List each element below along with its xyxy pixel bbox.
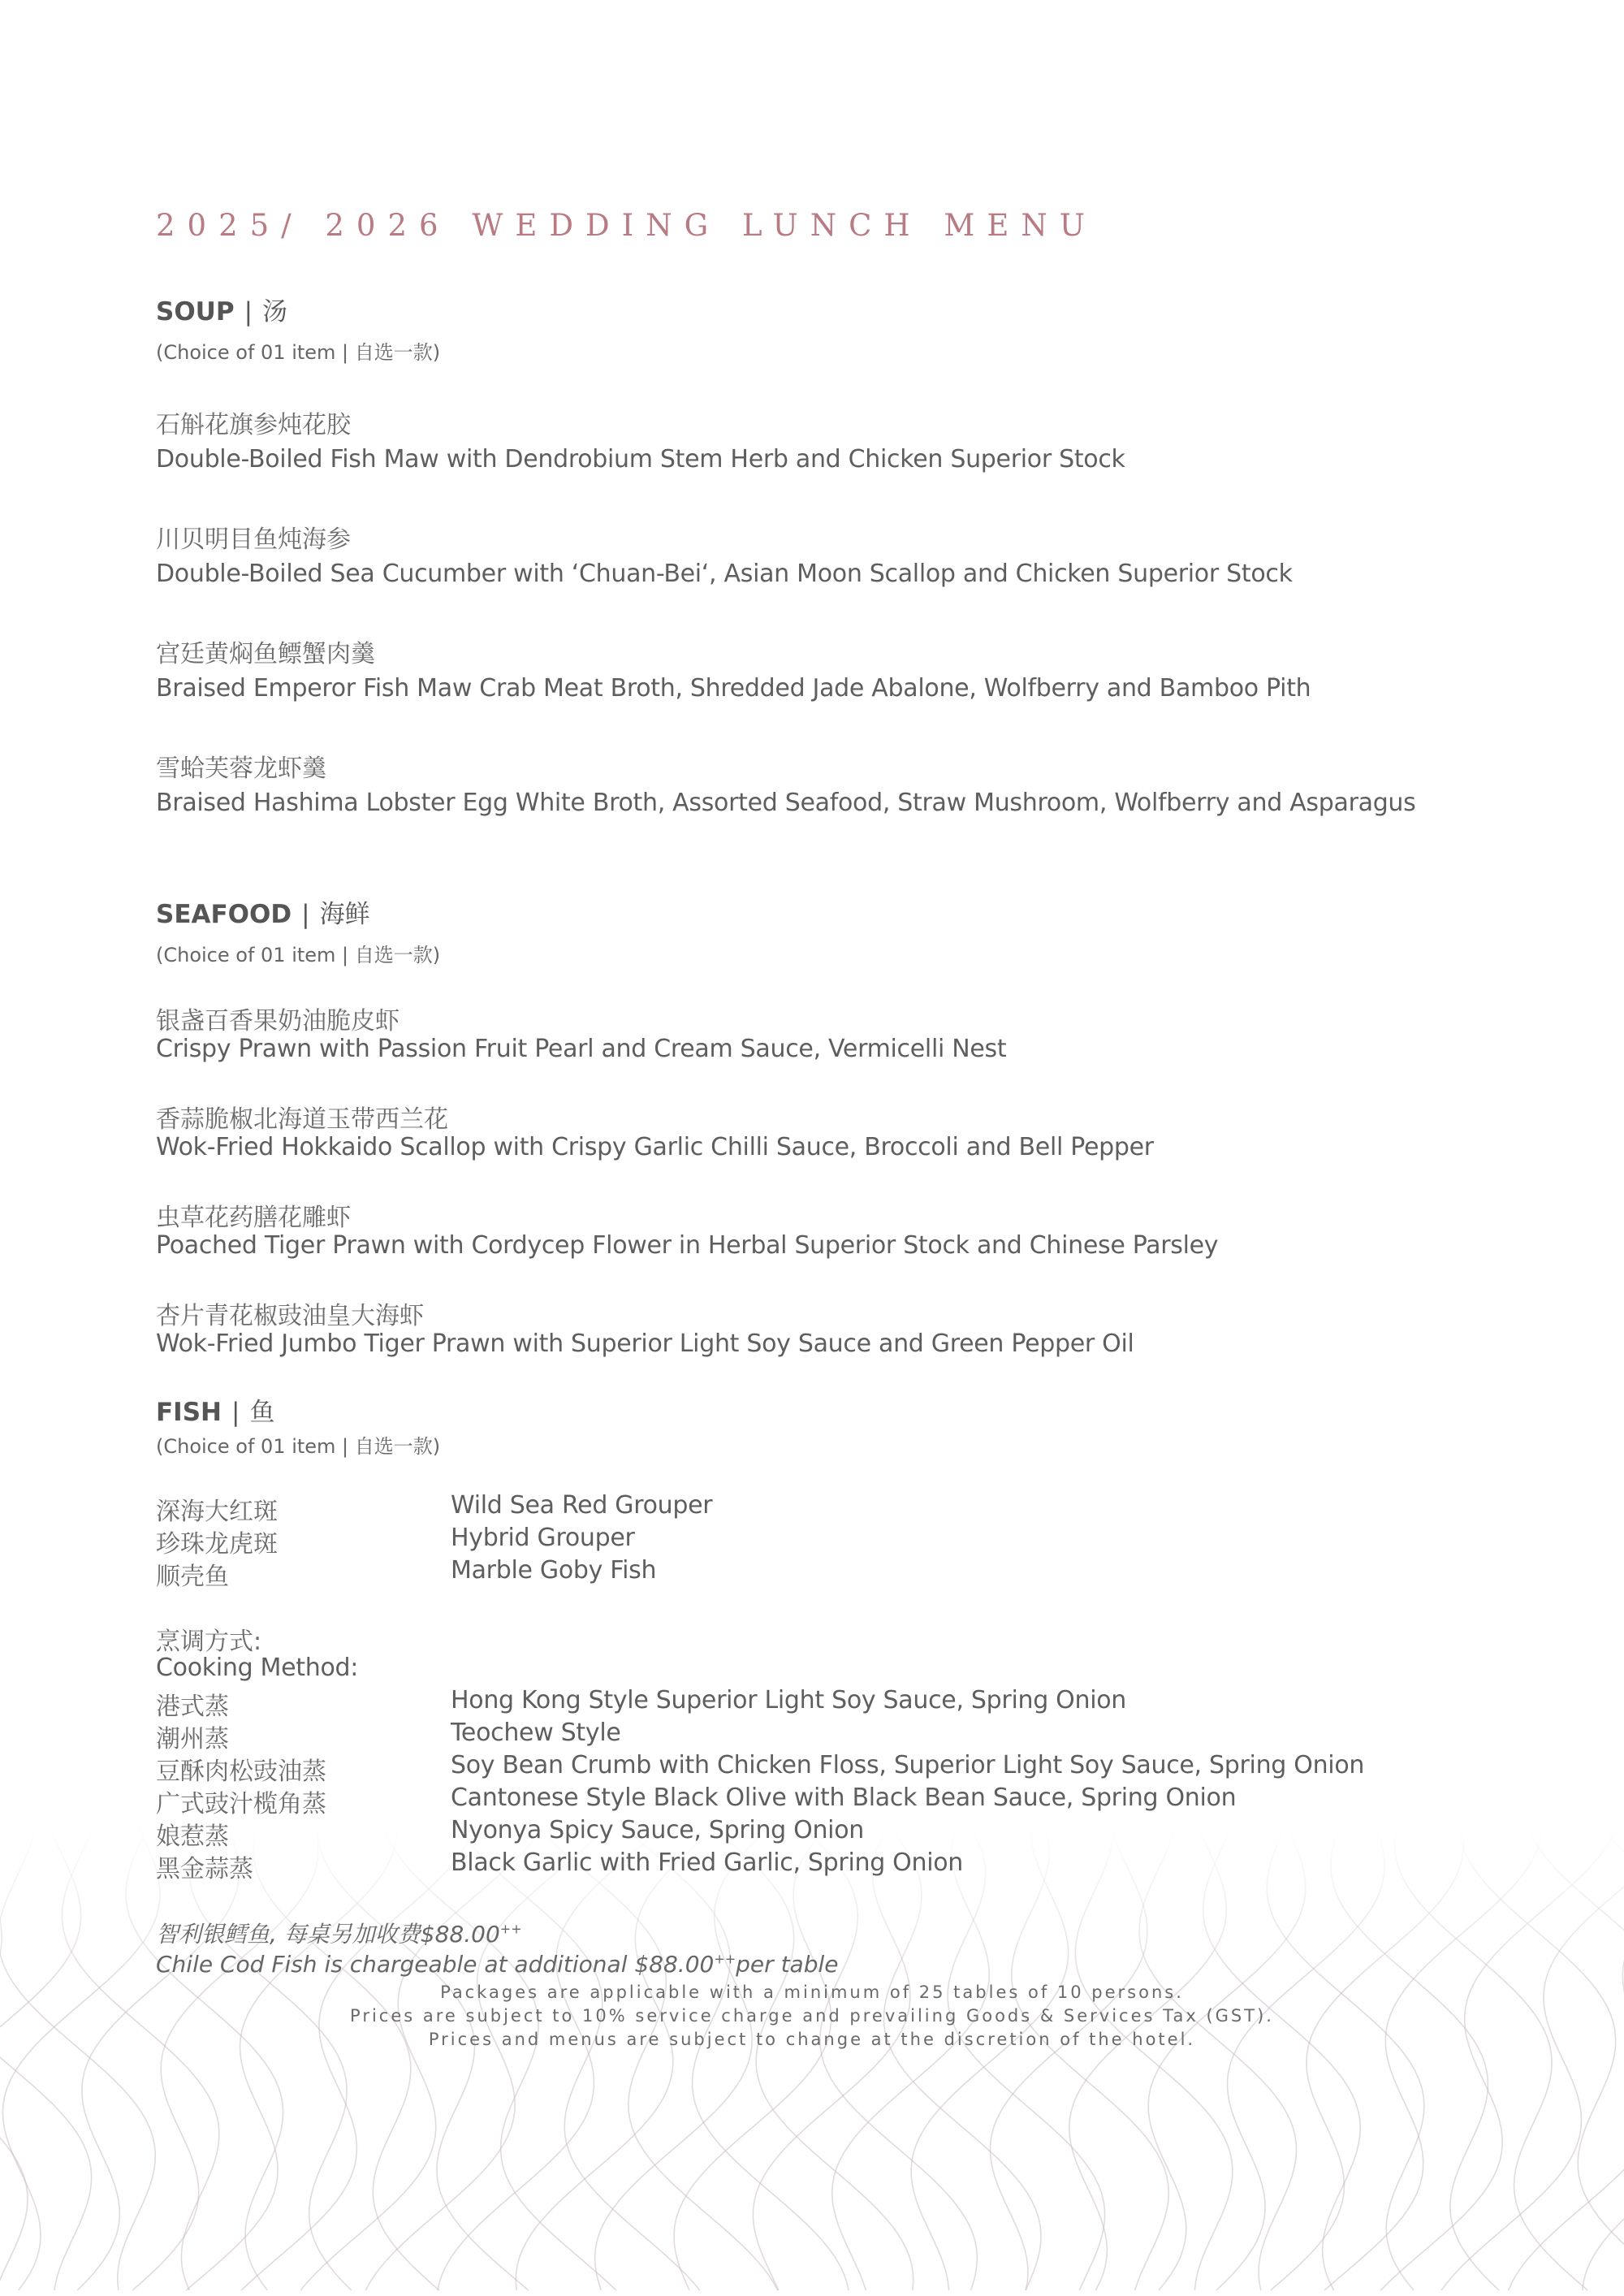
fish-heading-en: FISH: [156, 1398, 222, 1427]
surcharge-note-en: [156, 1951, 838, 1978]
fish-item-1-en: Wild Sea Red Grouper: [451, 1491, 713, 1520]
soup-item-1-zh: 石斛花旗参炖花胶: [156, 411, 351, 439]
fineprint-line-2: Prices are subject to 10% service charge and prevailing Goods & Services Tax (GST).: [350, 2006, 1274, 2026]
seafood-heading: [156, 893, 370, 930]
surcharge-note-zh: [156, 1917, 522, 1949]
seafood-item-1-en: Crispy Prawn with Passion Fruit Pearl and Cream Sauce, Vermicelli Nest: [156, 1035, 1007, 1063]
fish-item-2-zh: 珍珠龙虎斑: [156, 1530, 278, 1559]
soup-item-4-zh: 雪蛤芙蓉龙虾羹: [156, 755, 326, 783]
seafood-choice-note: (Choice of 01 item | 自选一款): [156, 944, 441, 966]
cooking-method-label-zh: 烹调方式:: [156, 1628, 262, 1656]
soup-heading-en: SOUP: [156, 297, 235, 326]
fish-item-2-en: Hybrid Grouper: [451, 1524, 635, 1552]
method-1-en: Hong Kong Style Superior Light Soy Sauce, Spring Onion: [451, 1686, 1127, 1714]
soup-heading: [156, 291, 287, 327]
soup-item-2-zh: 川贝明目鱼炖海参: [156, 525, 351, 554]
page-title: 2025/ 2026 WEDDING LUNCH MENU: [156, 208, 1097, 243]
soup-item-4-en: Braised Hashima Lobster Egg White Broth, Assorted Seafood, Straw Mushroom, Wolfberry and Asparagus: [156, 789, 1416, 817]
fish-item-3-zh: 顺壳鱼: [156, 1563, 229, 1591]
fish-heading: [156, 1391, 274, 1428]
method-1-zh: 港式蒸: [156, 1693, 229, 1721]
method-4-en: Cantonese Style Black Olive with Black Bean Sauce, Spring Onion: [451, 1784, 1237, 1812]
fineprint-line-3: Prices and menus are subject to change at the discretion of the hotel.: [428, 2030, 1196, 2049]
seafood-item-4-zh: 杏片青花椒豉油皇大海虾: [156, 1302, 424, 1330]
method-2-en: Teochew Style: [451, 1719, 621, 1747]
heading-separator: |: [244, 297, 253, 326]
method-4-zh: 广式豉汁榄角蒸: [156, 1790, 326, 1818]
surcharge-en-text: Chile Cod Fish is chargeable at additional $88.00: [156, 1951, 715, 1978]
method-6-en: Black Garlic with Fried Garlic, Spring Onion: [451, 1848, 964, 1877]
method-5-en: Nyonya Spicy Sauce, Spring Onion: [451, 1816, 864, 1844]
seafood-item-4-en: Wok-Fried Jumbo Tiger Prawn with Superior Light Soy Sauce and Green Pepper Oil: [156, 1330, 1134, 1358]
surcharge-plus-mark: ++: [499, 1921, 522, 1937]
seafood-item-2-en: Wok-Fried Hokkaido Scallop with Crispy Garlic Chilli Sauce, Broccoli and Bell Pepper: [156, 1133, 1154, 1161]
method-5-zh: 娘惹蒸: [156, 1823, 229, 1851]
seafood-heading-zh: 海鲜: [319, 900, 370, 929]
fish-choice-note: (Choice of 01 item | 自选一款): [156, 1435, 441, 1458]
soup-choice-note: (Choice of 01 item | 自选一款): [156, 341, 441, 364]
soup-item-3-zh: 宫廷黄焖鱼鳔蟹肉羹: [156, 640, 375, 668]
fish-item-1-zh: 深海大红斑: [156, 1498, 278, 1526]
fish-item-3-en: Marble Goby Fish: [451, 1556, 657, 1585]
surcharge-zh-text: 智利银鳕鱼, 每桌另加收费$88.00: [156, 1921, 500, 1948]
seafood-item-2-zh: 香蒜脆椒北海道玉带西兰花: [156, 1105, 448, 1134]
method-2-zh: 潮州蒸: [156, 1725, 229, 1753]
soup-item-1-en: Double-Boiled Fish Maw with Dendrobium Stem Herb and Chicken Superior Stock: [156, 445, 1125, 473]
heading-separator: |: [231, 1398, 240, 1427]
fineprint-line-1: Packages are applicable with a minimum of 25 tables of 10 persons.: [440, 1983, 1184, 2002]
seafood-item-1-zh: 银盏百香果奶油脆皮虾: [156, 1007, 400, 1036]
surcharge-en-suffix: per table: [736, 1951, 839, 1978]
soup-item-2-en: Double-Boiled Sea Cucumber with ‘Chuan-Bei‘, Asian Moon Scallop and Chicken Superior Stock: [156, 560, 1293, 588]
fish-heading-zh: 鱼: [249, 1398, 275, 1427]
surcharge-plus-mark: ++: [714, 1951, 736, 1967]
seafood-heading-en: SEAFOOD: [156, 900, 292, 929]
soup-item-3-en: Braised Emperor Fish Maw Crab Meat Broth, Shredded Jade Abalone, Wolfberry and Bamboo Pith: [156, 674, 1311, 703]
heading-separator: |: [301, 900, 310, 929]
method-3-en: Soy Bean Crumb with Chicken Floss, Superior Light Soy Sauce, Spring Onion: [451, 1751, 1365, 1779]
method-6-zh: 黑金蒜蒸: [156, 1855, 253, 1883]
seafood-item-3-en: Poached Tiger Prawn with Cordycep Flower in Herbal Superior Stock and Chinese Parsley: [156, 1231, 1219, 1260]
cooking-method-label-en: Cooking Method:: [156, 1654, 359, 1682]
soup-heading-zh: 汤: [262, 297, 288, 326]
method-3-zh: 豆酥肉松豉油蒸: [156, 1758, 326, 1786]
seafood-item-3-zh: 虫草花药膳花雕虾: [156, 1204, 351, 1232]
